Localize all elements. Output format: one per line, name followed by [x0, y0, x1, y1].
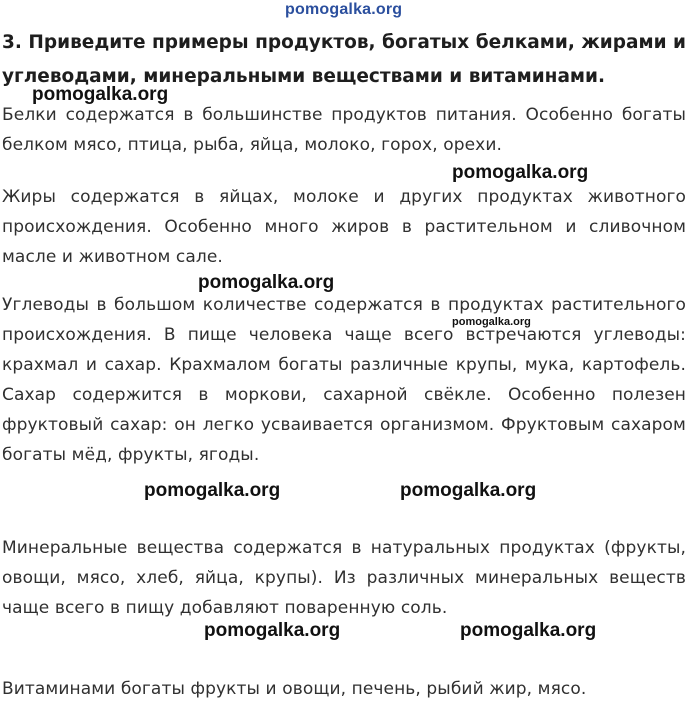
- watermark: pomogalka.org: [204, 620, 341, 641]
- watermark: pomogalka.org: [144, 480, 281, 501]
- paragraph-minerals: Минеральные вещества содержатся в натуральных продуктах (фрукты, овощи, мясо, хлеб, яйца, крупы). Из различных минеральных веществ чаще всего в пищу добавляют поваренную соль.: [2, 538, 686, 618]
- watermark: pomogalka.org: [460, 620, 597, 641]
- watermark: pomogalka.org: [452, 162, 589, 183]
- watermark: pomogalka.org: [198, 272, 335, 293]
- paragraph-proteins: Белки содержатся в большинстве продуктов питания. Особенно богаты белком мясо, птица, рыба, яйца, молоко, горох, орехи.: [2, 105, 686, 155]
- watermark: pomogalka.org: [400, 480, 537, 501]
- watermark: pomogalka.org: [32, 84, 169, 105]
- paragraph-fats: Жиры содержатся в яйцах, молоке и других продуктах животного происхождения. Особенно много жиров в растительном и сливочном масле и животном сале.: [2, 187, 686, 267]
- watermark-top: pomogalka.org: [285, 1, 403, 18]
- paragraph-vitamins: Витаминами богаты фрукты и овощи, печень, рыбий жир, мясо.: [2, 679, 587, 699]
- watermark: pomogalka.org: [452, 316, 531, 328]
- paragraph-carbohydrates: Углеводы в большом количестве содержатся в продуктах растительного происхождения. В пище человека чаще всего встречаются углеводы: крахмал и сахар. Крахмалом богаты различные крупы, мука, картофель. Сахар содержится в моркови, сахарной свёкле. Особенно полезен фруктовый сахар: он легко усваивается организмом. Фруктовым сахаром богаты мёд, фрукты, ягоды.: [2, 295, 686, 465]
- question-heading: 3. Приведите примеры продуктов, богатых белками, жирами и углеводами, минеральными веществами и витаминами.: [2, 32, 686, 87]
